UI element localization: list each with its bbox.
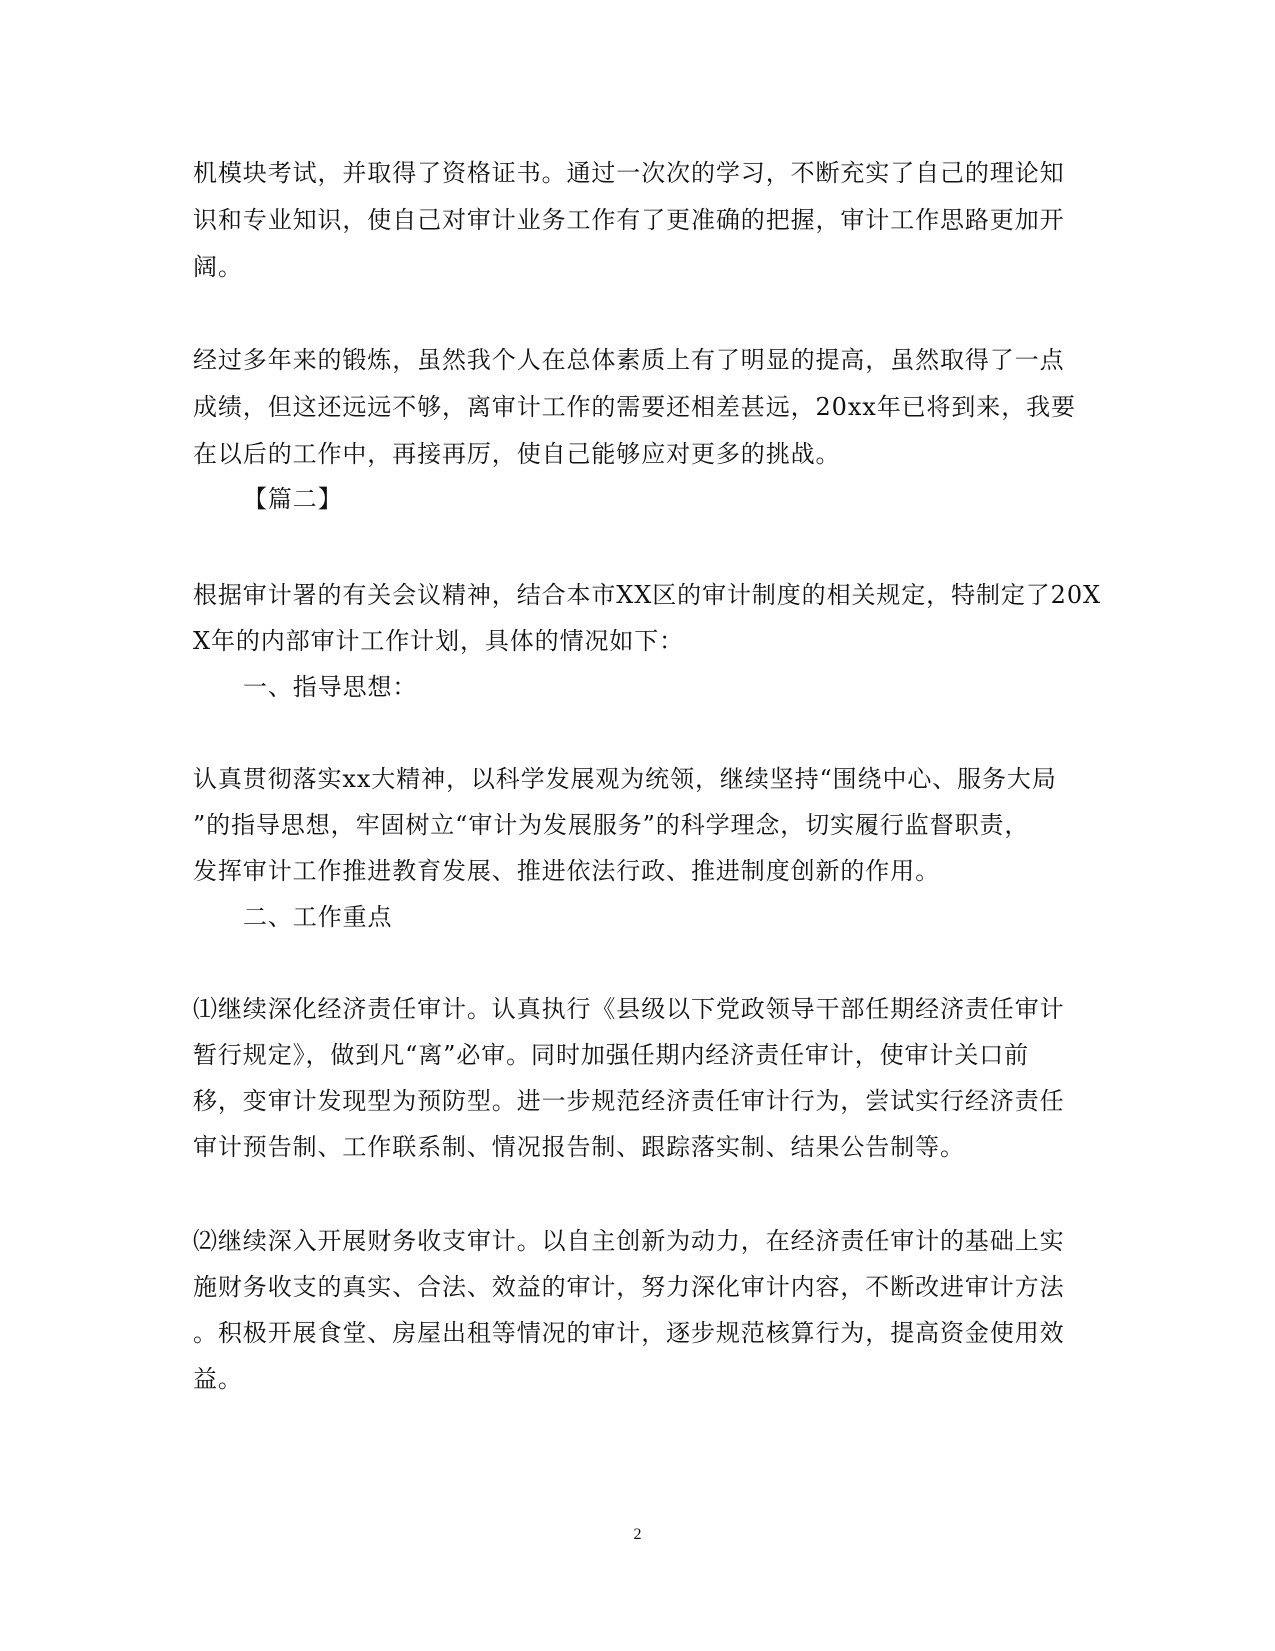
paragraph-line: 施财务收支的真实、合法、效益的审计，努力深化审计内容，不断改进审计方法	[193, 1273, 1065, 1301]
paragraph-line: 。积极开展食堂、房屋出租等情况的审计，逐步规范核算行为，提高资金使用效	[193, 1319, 1065, 1347]
page-number: 2	[633, 1526, 642, 1543]
paragraph-line: 认真贯彻落实xx大精神，以科学发展观为统领，继续坚持“围绕中心、服务大局	[193, 765, 1057, 793]
paragraph-line: 经过多年来的锻炼，虽然我个人在总体素质上有了明显的提高，虽然取得了一点	[193, 346, 1065, 374]
paragraph-line: 移，变审计发现型为预防型。进一步规范经济责任审计行为，尝试实行经济责任	[193, 1087, 1065, 1115]
paragraph-line: 识和专业知识，使自己对审计业务工作有了更准确的把握，审计工作思路更加开	[193, 206, 1065, 234]
paragraph-line: 成绩，但这还远远不够，离审计工作的需要还相差甚远，20xx年已将到来，我要	[193, 393, 1076, 421]
paragraph-line: 根据审计署的有关会议精神，结合本市XX区的审计制度的相关规定，特制定了20X	[193, 581, 1101, 609]
paragraph-line: X年的内部审计工作计划，具体的情况如下：	[193, 627, 685, 655]
paragraph-line: 益。	[193, 1365, 243, 1393]
paragraph-line: 暂行规定》，做到凡“离”必审。同时加强任期内经济责任审计，使审计关口前	[193, 1041, 1030, 1069]
paragraph-line: 在以后的工作中，再接再厉，使自己能够应对更多的挑战。	[193, 440, 841, 468]
paragraph-line: 阔。	[193, 253, 243, 281]
paragraph-line: 机模块考试，并取得了资格证书。通过一次次的学习，不断充实了自己的理论知	[193, 159, 1065, 187]
paragraph-line: ”的指导思想，牢固树立“审计为发展服务”的科学理念，切实履行监督职责，	[193, 811, 1030, 839]
paragraph-line: ⑵继续深入开展财务收支审计。以自主创新为动力，在经济责任审计的基础上实	[193, 1227, 1065, 1255]
paragraph-line: 发挥审计工作推进教育发展、推进依法行政、推进制度创新的作用。	[193, 857, 940, 885]
section-subheading: 一、指导思想：	[243, 673, 418, 701]
section-heading: 【篇二】	[243, 485, 343, 513]
paragraph-line: ⑴继续深化经济责任审计。认真执行《县级以下党政领导干部任期经济责任审计	[193, 995, 1065, 1023]
section-subheading: 二、工作重点	[243, 903, 393, 931]
paragraph-line: 审计预告制、工作联系制、情况报告制、跟踪落实制、结果公告制等。	[193, 1133, 965, 1161]
